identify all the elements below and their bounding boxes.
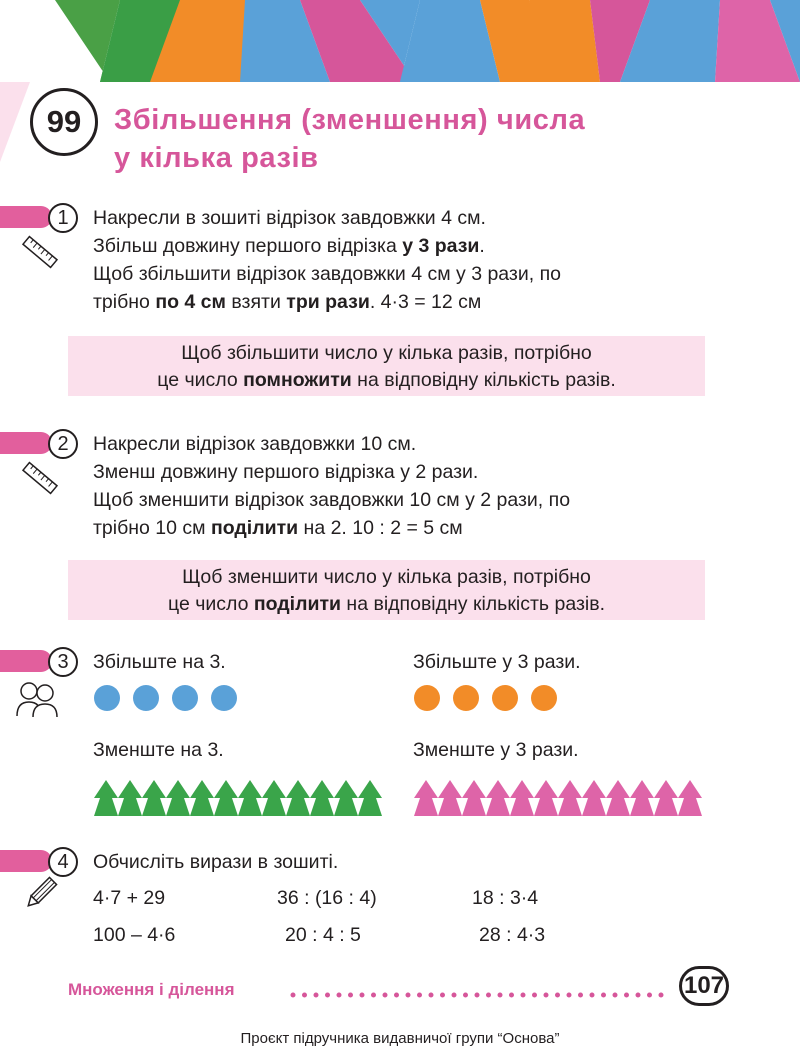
pink-tree <box>438 780 462 816</box>
rule-box-multiply <box>68 336 705 396</box>
decrease-times-label: Зменште у 3 рази. <box>413 739 579 761</box>
task1-number: 1 <box>48 203 78 233</box>
increase-by-label: Збільште на 3. <box>93 651 226 673</box>
green-tree <box>358 780 382 816</box>
pink-tree <box>486 780 510 816</box>
expression: 28 : 4·3 <box>479 924 546 946</box>
task1-tab <box>0 206 52 228</box>
pink-tree <box>654 780 678 816</box>
task4-instruction: Обчисліть вирази в зошиті. <box>93 851 339 873</box>
page-number: 107 <box>679 966 729 1006</box>
green-tree <box>190 780 214 816</box>
expression: 4·7 + 29 <box>93 887 166 909</box>
green-tree <box>166 780 190 816</box>
lesson-title-line1: Збільшення (зменшення) числа <box>114 104 586 136</box>
green-tree <box>286 780 310 816</box>
pink-tree-row <box>414 780 704 816</box>
task1-line4: трібно по 4 см взяти три рази. 4·3 = 12 см <box>93 291 482 313</box>
publisher-credit: Проєкт підручника видавничої групи “Основа” <box>240 1030 560 1047</box>
green-tree <box>238 780 262 816</box>
task4-number: 4 <box>48 847 78 877</box>
task1-line2: Збільш довжину першого відрізка у 3 рази. <box>93 235 485 257</box>
blue-dot <box>211 685 237 711</box>
pink-tree <box>462 780 486 816</box>
task1-line1: Накресли в зошиті відрізок завдовжки 4 см. <box>93 207 486 229</box>
task2-line4: трібно 10 см поділити на 2. 10 : 2 = 5 см <box>93 517 463 539</box>
task4-tab <box>0 850 52 872</box>
ruler-icon <box>20 460 60 496</box>
expression: 20 : 4 : 5 <box>285 924 361 946</box>
expression: 18 : 3·4 <box>472 887 539 909</box>
decorative-banner <box>0 0 800 82</box>
pink-tree <box>678 780 702 816</box>
green-tree <box>94 780 118 816</box>
orange-dot <box>531 685 557 711</box>
rule-box-divide <box>68 560 705 620</box>
pink-tree <box>582 780 606 816</box>
blue-dot <box>133 685 159 711</box>
corner-decoration <box>0 82 30 162</box>
task2-line3: Щоб зменшити відрізок завдовжки 10 см у 2 рази, по <box>93 489 571 511</box>
pink-tree <box>558 780 582 816</box>
task2-number: 2 <box>48 429 78 459</box>
task2-line2: Зменш довжину першого відрізка у 2 рази. <box>93 461 479 483</box>
orange-dot <box>492 685 518 711</box>
pink-tree <box>606 780 630 816</box>
lesson-number: 99 <box>30 88 98 156</box>
green-tree <box>118 780 142 816</box>
rule1-line1: Щоб збільшити число у кілька разів, потрібно <box>181 342 592 364</box>
increase-times-label: Збільште у 3 рази. <box>413 651 581 673</box>
task3-number: 3 <box>48 647 78 677</box>
pencil-icon <box>22 874 60 912</box>
blue-dot <box>172 685 198 711</box>
green-tree <box>334 780 358 816</box>
pink-tree <box>414 780 438 816</box>
green-tree <box>214 780 238 816</box>
section-title: Множення і ділення <box>68 980 235 999</box>
orange-dot <box>453 685 479 711</box>
dotted-leader <box>290 992 675 998</box>
task3-tab <box>0 650 52 672</box>
blue-dot <box>94 685 120 711</box>
pair-work-icon <box>14 678 60 718</box>
task2-tab <box>0 432 52 454</box>
task1-line3: Щоб збільшити відрізок завдовжки 4 см у 3 рази, по <box>93 263 561 285</box>
lesson-title-line2: у кілька разів <box>114 142 319 174</box>
green-tree <box>262 780 286 816</box>
green-tree <box>142 780 166 816</box>
decrease-by-label: Зменште на 3. <box>93 739 224 761</box>
expression: 36 : (16 : 4) <box>277 887 377 909</box>
rule2-line1: Щоб зменшити число у кілька разів, потрібно <box>182 566 591 588</box>
pink-tree <box>510 780 534 816</box>
green-tree-row <box>94 780 384 816</box>
pink-tree <box>534 780 558 816</box>
task2-line1: Накресли відрізок завдовжки 10 см. <box>93 433 417 455</box>
orange-dot <box>414 685 440 711</box>
rule2-line2: це число поділити на відповідну кількість разів. <box>168 593 605 615</box>
pink-tree <box>630 780 654 816</box>
ruler-icon <box>20 234 60 270</box>
expression: 100 – 4·6 <box>93 924 176 946</box>
rule1-line2: це число помножити на відповідну кількість разів. <box>157 369 616 391</box>
green-tree <box>310 780 334 816</box>
